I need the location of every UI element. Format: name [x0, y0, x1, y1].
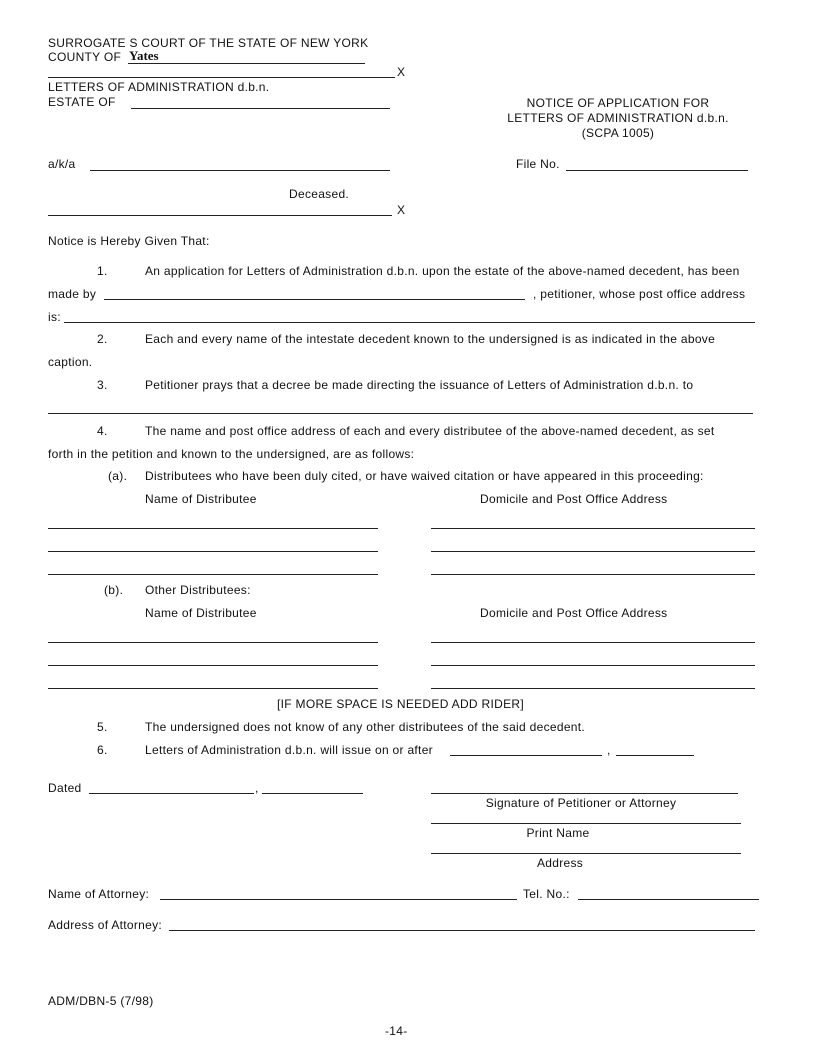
attorney-address-field[interactable] — [169, 930, 755, 931]
deceased-label: Deceased. — [289, 187, 350, 201]
col-name-header-a: Name of Distributee — [145, 492, 257, 506]
attorney-name-label: Name of Attorney: — [48, 887, 150, 901]
p2-number: 2. — [97, 332, 108, 346]
aka-label: a/k/a — [48, 157, 76, 171]
p3-number: 3. — [97, 378, 108, 392]
p3-text: Petitioner prays that a decree be made directing the issuance of Letters of Administration d.b.n. to — [145, 378, 694, 392]
issue-date-comma: , — [607, 743, 611, 757]
estate-label: ESTATE OF — [48, 95, 116, 109]
section-b-label: (b). — [104, 583, 124, 597]
petitioner-name-field[interactable] — [104, 299, 525, 300]
p6-number: 6. — [97, 743, 108, 757]
p1-text: An application for Letters of Administration d.b.n. upon the estate of the above-named decedent, has been — [145, 264, 740, 278]
distributee-b-address-2[interactable] — [431, 665, 755, 666]
distributee-b-address-3[interactable] — [431, 688, 755, 689]
p5-number: 5. — [97, 720, 108, 734]
attorney-address-label: Address of Attorney: — [48, 918, 163, 932]
caption-bottom-line — [48, 215, 392, 216]
p2-text: Each and every name of the intestate decedent known to the undersigned is as indicated in the above — [145, 332, 716, 346]
issue-date-field[interactable] — [450, 755, 602, 756]
distributee-a-address-3[interactable] — [431, 574, 755, 575]
county-label: COUNTY OF — [48, 50, 122, 64]
county-value[interactable]: Yates — [129, 48, 159, 63]
p5-text: The undersigned does not know of any other distributees of the said decedent. — [145, 720, 586, 734]
attorney-name-field[interactable] — [160, 899, 517, 900]
notice-title-3: (SCPA 1005) — [581, 126, 655, 140]
page-number: -14- — [385, 1024, 408, 1038]
notice-intro: Notice is Hereby Given That: — [48, 234, 210, 248]
col-address-header-b: Domicile and Post Office Address — [480, 606, 668, 620]
caption-x-mark: X — [397, 65, 406, 79]
court-name: SURROGATE S COURT OF THE STATE OF NEW YORK — [48, 36, 369, 50]
distributee-b-name-1[interactable] — [48, 642, 378, 643]
print-name-label: Print Name — [526, 826, 590, 840]
aka-field[interactable] — [90, 170, 390, 171]
notice-title-2: LETTERS OF ADMINISTRATION d.b.n. — [507, 111, 729, 125]
distributee-b-name-3[interactable] — [48, 688, 378, 689]
county-line — [128, 63, 365, 64]
dated-date-field[interactable] — [89, 793, 254, 794]
address-label: Address — [536, 856, 584, 870]
notice-title-1: NOTICE OF APPLICATION FOR — [526, 96, 710, 110]
dated-comma: , — [255, 781, 259, 795]
distributee-a-name-3[interactable] — [48, 574, 378, 575]
p2-continuation: caption. — [48, 355, 93, 369]
letters-issued-to-field[interactable] — [48, 413, 753, 414]
issue-year-field[interactable] — [616, 755, 694, 756]
section-b-text: Other Distributees: — [145, 583, 251, 597]
section-a-text: Distributees who have been duly cited, or have waived citation or have appeared in this proceeding: — [145, 469, 704, 483]
distributee-a-address-2[interactable] — [431, 551, 755, 552]
col-name-header-b: Name of Distributee — [145, 606, 257, 620]
section-a-label: (a). — [108, 469, 128, 483]
signature-label: Signature of Petitioner or Attorney — [485, 796, 677, 810]
p1-number: 1. — [97, 264, 108, 278]
rider-note: [IF MORE SPACE IS NEEDED ADD RIDER] — [277, 697, 524, 711]
estate-name-field[interactable] — [131, 108, 390, 109]
file-no-field[interactable] — [566, 170, 748, 171]
distributee-a-name-1[interactable] — [48, 528, 378, 529]
letters-label: LETTERS OF ADMINISTRATION d.b.n. — [48, 80, 270, 94]
petitioner-label: , petitioner, whose post office address — [533, 287, 746, 301]
form-code: ADM/DBN-5 (7/98) — [48, 994, 154, 1008]
distributee-b-address-1[interactable] — [431, 642, 755, 643]
caption-x-mark-2: X — [397, 203, 406, 217]
p6-text: Letters of Administration d.b.n. will issue on or after — [145, 743, 433, 757]
petitioner-address-field[interactable] — [64, 322, 755, 323]
distributee-a-address-1[interactable] — [431, 528, 755, 529]
caption-top-line — [48, 77, 395, 78]
address-field[interactable] — [431, 853, 741, 854]
signature-field[interactable] — [431, 793, 738, 794]
tel-field[interactable] — [578, 899, 759, 900]
print-name-field[interactable] — [431, 823, 741, 824]
col-address-header-a: Domicile and Post Office Address — [480, 492, 668, 506]
distributee-b-name-2[interactable] — [48, 665, 378, 666]
is-label: is: — [48, 310, 61, 324]
dated-label: Dated — [48, 781, 82, 795]
dated-year-field[interactable] — [262, 793, 363, 794]
tel-label: Tel. No.: — [523, 887, 570, 901]
file-no-label: File No. — [516, 157, 560, 171]
p4-continuation: forth in the petition and known to the undersigned, are as follows: — [48, 447, 415, 461]
p4-number: 4. — [97, 424, 108, 438]
made-by-label: made by — [48, 287, 97, 301]
distributee-a-name-2[interactable] — [48, 551, 378, 552]
p4-text: The name and post office address of each and every distributee of the above-named decedent, as set — [145, 424, 715, 438]
